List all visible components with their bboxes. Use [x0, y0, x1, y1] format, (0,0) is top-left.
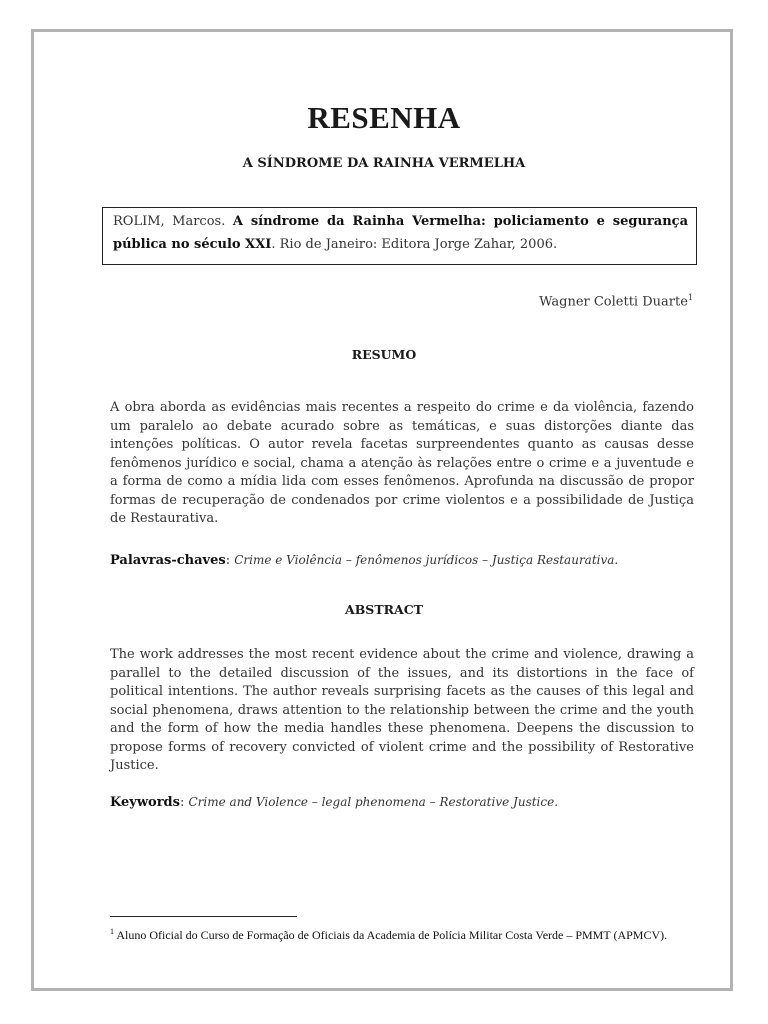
reference-author: ROLIM, Marcos. [113, 214, 226, 229]
abstract-keywords-list: Crime and Violence – legal phenomena – Restorative Justice. [188, 795, 559, 809]
abstract-keywords-colon: : [179, 795, 185, 810]
abstract-keywords-label: Keywords [110, 795, 180, 810]
resumo-keywords [110, 553, 700, 568]
resumo-keywords-list: Crime e Violência – fenômenos jurídicos – Justiça Restaurativa. [234, 553, 619, 567]
footnote-mark: 1 [110, 927, 114, 936]
abstract-heading: ABSTRACT [345, 602, 423, 617]
document-title: RESENHA [307, 100, 461, 135]
reviewer-footnote-mark[interactable]: 1 [687, 293, 693, 302]
resumo-heading: RESUMO [351, 347, 417, 362]
reference-publication: . Rio de Janeiro: Editora Jorge Zahar, 2006. [271, 237, 558, 252]
reviewer-name-text: Wagner Coletti Duarte [539, 294, 688, 310]
resumo-keywords-label: Palavras-chaves [110, 553, 226, 568]
reviewer-name [539, 293, 693, 309]
abstract-text: The work addresses the most recent evidence about the crime and violence, drawing a parallel to the detailed discussion of the issues, and its distortions in the face of political intentions. The author reveals surprising facets as the causes of this legal and social phenomena, draws attention to the relationship between the crime and the youth and the form of how the media handles these phenomena. Deepens the discussion to propose forms of recovery convicted of violent crime and the possibility of Restorative Justice. [110, 647, 694, 773]
footnote-separator [110, 916, 297, 917]
footnote-text: Aluno Oficial do Curso de Formação de Oficiais da Academia de Polícia Militar Costa Verde – PMMT (APMCV). [116, 928, 668, 942]
document-subtitle: A SÍNDROME DA RAINHA VERMELHA [242, 156, 526, 171]
reference-work-title: A síndrome da Rainha Vermelha: policiamento e segurança pública no século XXI [113, 214, 688, 252]
resumo-keywords-colon: : [225, 553, 231, 568]
bibliographic-reference [102, 207, 697, 265]
resumo-text: A obra aborda as evidências mais recentes a respeito do crime e da violência, fazendo um paralelo ao debate acurado sobre as temáticas, e suas distorções diante das intenções políticas. O autor revela facetas surpreendentes quanto as causas desse fenômenos jurídico e social, chama a atenção às relações entre o crime e a juventude e a forma de como a mídia lida com esses fenômenos. Aprofunda na discussão de propor formas de recuperação de condenados por crime violentos e a possibilidade de Justiça de Restaurativa. [110, 400, 694, 526]
abstract-keywords [110, 795, 700, 810]
footnote [110, 924, 696, 943]
